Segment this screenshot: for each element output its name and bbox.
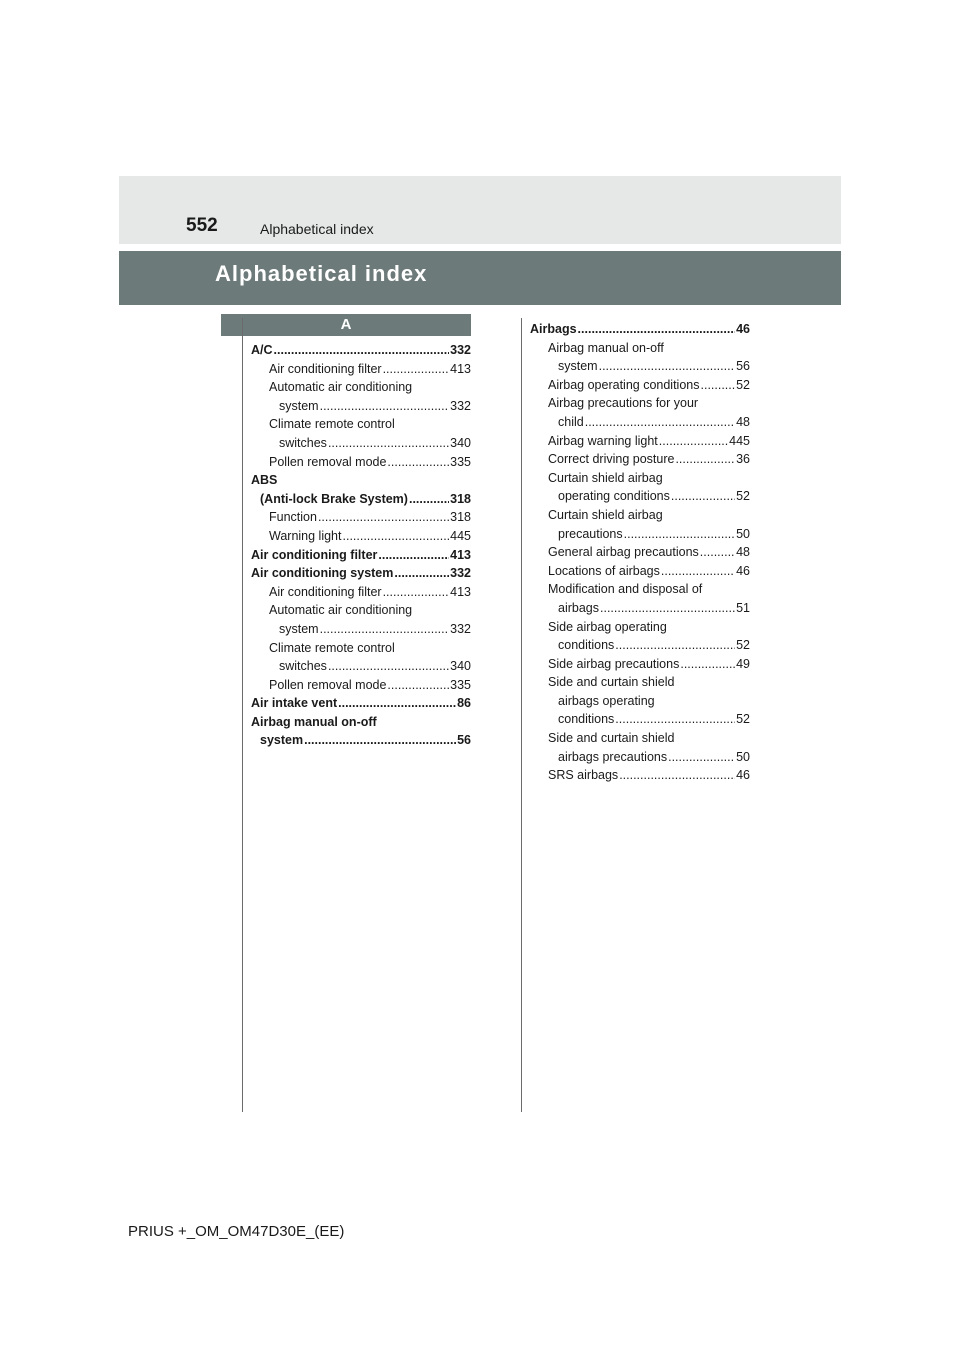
index-entry-page: 46 [736, 563, 750, 578]
dot-leader [619, 766, 735, 785]
index-entry-page: 413 [450, 547, 471, 562]
dot-leader [668, 748, 735, 767]
index-entry-text: Air intake vent [251, 696, 338, 711]
dot-leader [387, 453, 449, 472]
index-entry-page: 86 [457, 696, 471, 711]
index-entry-text: system [279, 621, 319, 636]
index-entry-text: Airbag warning light [548, 433, 658, 448]
index-entry-page: 332 [450, 398, 471, 413]
index-entry-text: Pollen removal mode [269, 677, 387, 692]
index-entry [530, 618, 750, 637]
index-entry-page: 46 [736, 768, 750, 783]
dot-leader [671, 487, 735, 506]
index-entry-page: 318 [450, 510, 471, 525]
index-entry [530, 320, 750, 339]
index-entry-page: 445 [729, 433, 750, 448]
index-entry-page: 52 [736, 489, 750, 504]
index-entry-text: Airbag manual on-off [548, 340, 664, 355]
index-entry-page: 340 [450, 435, 471, 450]
index-entry [251, 527, 471, 546]
index-entry-text: Airbag operating conditions [548, 377, 700, 392]
dot-leader [701, 376, 736, 395]
dot-leader [378, 546, 449, 565]
index-entry-page: 318 [450, 491, 471, 506]
index-entry [530, 692, 750, 711]
title-banner [119, 251, 841, 305]
index-entry [251, 360, 471, 379]
index-entry-text: Air conditioning filter [251, 547, 378, 562]
dot-leader [600, 599, 735, 618]
index-entry-text: Side airbag precautions [548, 656, 680, 671]
index-entry [251, 731, 471, 750]
dot-leader [409, 490, 449, 509]
dot-leader [328, 434, 449, 453]
index-entry [530, 525, 750, 544]
index-entry [251, 378, 471, 397]
index-entry [530, 766, 750, 785]
index-entry [530, 636, 750, 655]
index-entry-page: 56 [457, 733, 471, 748]
index-entry [530, 599, 750, 618]
index-entry-page: 49 [736, 656, 750, 671]
index-entry-page: 445 [450, 528, 471, 543]
index-entry [530, 748, 750, 767]
index-entry-text: Airbag manual on-off [251, 714, 377, 729]
index-entry [530, 562, 750, 581]
index-entry-text: Air conditioning filter [269, 584, 382, 599]
index-entry-text: conditions [558, 638, 615, 653]
index-entry-text: system [279, 398, 319, 413]
dot-leader [343, 527, 450, 546]
footer-document-code: PRIUS +_OM_OM47D30E_(EE) [128, 1223, 345, 1240]
index-entry [530, 432, 750, 451]
index-entry-page: 50 [736, 526, 750, 541]
index-entry-text: airbags precautions [558, 749, 668, 764]
index-entry-page: 332 [450, 621, 471, 636]
index-entry [251, 415, 471, 434]
index-entry [530, 469, 750, 488]
dot-leader [585, 413, 735, 432]
index-column-left [251, 341, 471, 750]
section-letter-bar: A [221, 314, 471, 336]
index-entry [251, 583, 471, 602]
dot-leader [318, 508, 449, 527]
index-entry-text: Automatic air conditioning [269, 603, 413, 618]
index-entry-text: Pollen removal mode [269, 454, 387, 469]
index-entry [530, 543, 750, 562]
index-entry [530, 394, 750, 413]
index-entry-page: 332 [450, 343, 471, 357]
index-entry-page: 56 [736, 359, 750, 374]
index-entry-text: airbags [558, 600, 599, 615]
index-entry-text: operating conditions [558, 489, 670, 504]
page-number: 552 [186, 215, 218, 236]
index-entry [251, 657, 471, 676]
index-entry-text: Function [269, 510, 317, 525]
index-entry [530, 673, 750, 692]
index-entry [530, 710, 750, 729]
index-entry-text: A/C [251, 343, 273, 357]
index-entry [251, 546, 471, 565]
dot-leader [578, 320, 736, 339]
banner-title: Alphabetical index [215, 261, 428, 286]
index-entry [530, 580, 750, 599]
dot-leader [615, 710, 735, 729]
index-entry [530, 357, 750, 376]
index-entry-text: system [558, 359, 598, 374]
index-entry-text: system [260, 733, 304, 748]
index-entry-text: General airbag precautions [548, 545, 699, 560]
dot-leader [304, 731, 456, 750]
index-entry-text: Airbag precautions for your [548, 396, 699, 411]
dot-leader [615, 636, 735, 655]
index-entry-page: 50 [736, 749, 750, 764]
index-entry-page: 52 [736, 712, 750, 727]
column-divider-left [242, 318, 243, 1112]
index-column-right [530, 320, 750, 785]
dot-leader [383, 583, 450, 602]
index-entry [251, 397, 471, 416]
index-entry [530, 450, 750, 469]
index-entry-text: Air conditioning filter [269, 361, 382, 376]
index-entry-text: Locations of airbags [548, 563, 660, 578]
index-entry-text: Warning light [269, 528, 342, 543]
column-divider-right [521, 318, 522, 1112]
index-entry [530, 506, 750, 525]
index-entry-text: Airbags [530, 322, 577, 336]
index-entry-text: Modification and disposal of [548, 582, 703, 597]
index-entry [251, 676, 471, 695]
index-entry-page: 340 [450, 659, 471, 674]
index-entry-page: 332 [450, 566, 471, 581]
index-entry [251, 453, 471, 472]
dot-leader [624, 525, 735, 544]
index-entry-text: Climate remote control [269, 640, 395, 655]
index-entry [530, 729, 750, 748]
dot-leader [338, 694, 456, 713]
index-entry-text: Climate remote control [269, 417, 395, 432]
index-entry [251, 564, 471, 583]
index-entry [530, 339, 750, 358]
header-title: Alphabetical index [260, 221, 374, 237]
index-entry-page: 413 [450, 361, 471, 376]
dot-leader [320, 620, 450, 639]
index-entry [251, 490, 471, 509]
index-entry [251, 713, 471, 732]
index-entry-text: Curtain shield airbag [548, 507, 663, 522]
index-entry-text: Curtain shield airbag [548, 470, 663, 485]
dot-leader [659, 432, 728, 451]
index-entry-text: SRS airbags [548, 768, 619, 783]
dot-leader [274, 341, 450, 360]
index-entry-page: 52 [736, 377, 750, 392]
index-entry [530, 655, 750, 674]
dot-leader [383, 360, 450, 379]
index-entry [251, 471, 471, 490]
index-entry-text: ABS [251, 473, 278, 488]
index-entry [251, 601, 471, 620]
dot-leader [599, 357, 736, 376]
index-entry-page: 48 [736, 414, 750, 429]
index-entry [251, 341, 471, 360]
index-entry [251, 694, 471, 713]
index-entry-text: (Anti-lock Brake System) [260, 491, 408, 506]
dot-leader [675, 450, 735, 469]
index-entry [251, 508, 471, 527]
index-entry [251, 639, 471, 658]
index-entry-page: 335 [450, 677, 471, 692]
index-entry-text: Correct driving posture [548, 452, 675, 467]
index-entry-page: 52 [736, 638, 750, 653]
dot-leader [394, 564, 449, 583]
dot-leader [661, 562, 735, 581]
index-entry-text: switches [279, 435, 327, 450]
index-entry [530, 376, 750, 395]
index-entry-text: child [558, 414, 584, 429]
index-entry-page: 48 [736, 545, 750, 560]
index-entry-page: 335 [450, 454, 471, 469]
index-entry-page: 413 [450, 584, 471, 599]
dot-leader [328, 657, 449, 676]
index-entry-page: 36 [736, 452, 750, 467]
dot-leader [680, 655, 735, 674]
dot-leader [320, 397, 450, 416]
index-entry [251, 434, 471, 453]
index-entry-text: Automatic air conditioning [269, 380, 413, 395]
index-entry-page: 46 [736, 322, 750, 336]
index-entry-text: switches [279, 659, 327, 674]
dot-leader [387, 676, 449, 695]
index-entry [251, 620, 471, 639]
index-entry-page: 51 [736, 600, 750, 615]
index-entry [530, 413, 750, 432]
index-entry-text: Side and curtain shield [548, 731, 675, 746]
index-entry [530, 487, 750, 506]
index-entry-text: conditions [558, 712, 615, 727]
index-entry-text: precautions [558, 526, 623, 541]
dot-leader [700, 543, 735, 562]
header-band [119, 176, 841, 244]
index-entry-text: Side airbag operating [548, 619, 667, 634]
index-entry-text: Air conditioning system [251, 566, 394, 581]
index-entry-text: Side and curtain shield [548, 675, 675, 690]
index-entry-text: airbags operating [558, 693, 655, 708]
